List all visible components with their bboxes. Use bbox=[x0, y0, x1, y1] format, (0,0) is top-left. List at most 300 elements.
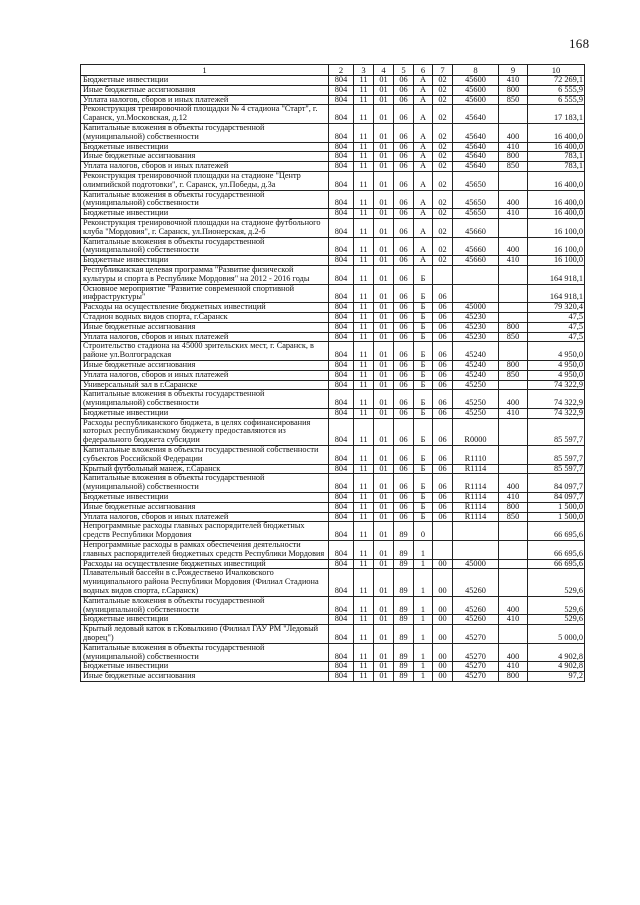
code-activity: 06 bbox=[433, 360, 453, 370]
code-subsection: 01 bbox=[374, 418, 394, 445]
code-program: 89 bbox=[394, 559, 414, 569]
row-name: Реконструкция тренировочной площадки на стадионе "Центр олимпийской подготовки", г. Саранск, ул.Победы, д.3а bbox=[81, 171, 329, 190]
code-expense-type: 410 bbox=[499, 209, 528, 219]
code-subprogram: Б bbox=[414, 418, 433, 445]
code-department: 804 bbox=[329, 446, 354, 465]
code-section: 11 bbox=[354, 76, 374, 86]
code-section: 11 bbox=[354, 569, 374, 596]
code-activity: 06 bbox=[433, 332, 453, 342]
row-amount: 1 500,0 bbox=[528, 512, 585, 522]
code-program: 06 bbox=[394, 284, 414, 303]
row-name: Непрограммные расходы главных распорядителей бюджетных средств Республики Мордовия bbox=[81, 522, 329, 541]
code-section: 11 bbox=[354, 446, 374, 465]
column-header: 5 bbox=[394, 65, 414, 76]
row-name: Непрограммные расходы в рамках обеспечения деятельности главных распорядителей бюджетных средств Республики Мордовия bbox=[81, 541, 329, 560]
code-activity: 00 bbox=[433, 596, 453, 615]
code-subsection: 01 bbox=[374, 105, 394, 124]
row-name: Расходы на осуществление бюджетных инвестиций bbox=[81, 559, 329, 569]
code-activity: 02 bbox=[433, 171, 453, 190]
code-subsection: 01 bbox=[374, 408, 394, 418]
table-row bbox=[81, 85, 585, 95]
code-subsection: 01 bbox=[374, 209, 394, 219]
table-row bbox=[81, 209, 585, 219]
code-activity: 00 bbox=[433, 559, 453, 569]
row-name: Расходы на осуществление бюджетных инвестиций bbox=[81, 303, 329, 313]
code-direction: 45650 bbox=[453, 171, 499, 190]
row-name: Уплата налогов, сборов и иных платежей bbox=[81, 95, 329, 105]
code-subprogram: 1 bbox=[414, 672, 433, 682]
code-subsection: 01 bbox=[374, 237, 394, 256]
code-expense-type bbox=[499, 342, 528, 361]
table-row bbox=[81, 390, 585, 409]
code-activity: 02 bbox=[433, 237, 453, 256]
code-direction: 45600 bbox=[453, 76, 499, 86]
table-row bbox=[81, 541, 585, 560]
code-department: 804 bbox=[329, 162, 354, 172]
code-subsection: 01 bbox=[374, 643, 394, 662]
code-subsection: 01 bbox=[374, 493, 394, 503]
code-expense-type: 400 bbox=[499, 474, 528, 493]
code-activity: 02 bbox=[433, 142, 453, 152]
code-expense-type: 800 bbox=[499, 85, 528, 95]
code-expense-type: 850 bbox=[499, 162, 528, 172]
code-program: 06 bbox=[394, 76, 414, 86]
code-activity: 00 bbox=[433, 662, 453, 672]
code-activity: 02 bbox=[433, 162, 453, 172]
code-department: 804 bbox=[329, 464, 354, 474]
code-direction: 45250 bbox=[453, 390, 499, 409]
row-name: Бюджетные инвестиции bbox=[81, 493, 329, 503]
row-name: Бюджетные инвестиции bbox=[81, 662, 329, 672]
table-row bbox=[81, 284, 585, 303]
code-program: 06 bbox=[394, 303, 414, 313]
row-amount: 4 950,0 bbox=[528, 360, 585, 370]
row-amount: 5 000,0 bbox=[528, 625, 585, 644]
code-subprogram: 1 bbox=[414, 559, 433, 569]
table-row bbox=[81, 370, 585, 380]
column-header: 8 bbox=[453, 65, 499, 76]
row-amount: 97,2 bbox=[528, 672, 585, 682]
code-section: 11 bbox=[354, 643, 374, 662]
code-expense-type: 850 bbox=[499, 95, 528, 105]
column-header: 6 bbox=[414, 65, 433, 76]
row-name: Капитальные вложения в объекты государственной (муниципальной) собственности bbox=[81, 123, 329, 142]
code-subprogram: 1 bbox=[414, 643, 433, 662]
code-activity bbox=[433, 541, 453, 560]
code-subprogram: 1 bbox=[414, 569, 433, 596]
row-name: Бюджетные инвестиции bbox=[81, 408, 329, 418]
code-expense-type: 410 bbox=[499, 408, 528, 418]
code-section: 11 bbox=[354, 596, 374, 615]
code-department: 804 bbox=[329, 123, 354, 142]
table-row bbox=[81, 162, 585, 172]
code-subprogram: Б bbox=[414, 390, 433, 409]
row-amount: 16 100,0 bbox=[528, 256, 585, 266]
row-amount: 66 695,6 bbox=[528, 541, 585, 560]
code-subprogram: Б bbox=[414, 502, 433, 512]
table-row bbox=[81, 625, 585, 644]
code-activity: 06 bbox=[433, 493, 453, 503]
code-subsection: 01 bbox=[374, 615, 394, 625]
row-name: Бюджетные инвестиции bbox=[81, 209, 329, 219]
table-row bbox=[81, 569, 585, 596]
code-activity: 02 bbox=[433, 152, 453, 162]
row-amount: 66 695,6 bbox=[528, 559, 585, 569]
code-subsection: 01 bbox=[374, 76, 394, 86]
code-expense-type: 800 bbox=[499, 322, 528, 332]
row-amount: 529,6 bbox=[528, 569, 585, 596]
code-expense-type bbox=[499, 569, 528, 596]
table-row bbox=[81, 105, 585, 124]
code-activity: 00 bbox=[433, 569, 453, 596]
code-program: 06 bbox=[394, 512, 414, 522]
code-program: 06 bbox=[394, 408, 414, 418]
row-name: Уплата налогов, сборов и иных платежей bbox=[81, 370, 329, 380]
code-section: 11 bbox=[354, 284, 374, 303]
code-expense-type bbox=[499, 418, 528, 445]
code-subprogram: А bbox=[414, 85, 433, 95]
code-direction: 45000 bbox=[453, 559, 499, 569]
code-subsection: 01 bbox=[374, 541, 394, 560]
code-subprogram: 1 bbox=[414, 662, 433, 672]
code-expense-type: 400 bbox=[499, 643, 528, 662]
code-program: 06 bbox=[394, 85, 414, 95]
code-expense-type: 850 bbox=[499, 332, 528, 342]
code-department: 804 bbox=[329, 643, 354, 662]
row-amount: 17 183,1 bbox=[528, 105, 585, 124]
code-expense-type bbox=[499, 541, 528, 560]
code-activity bbox=[433, 522, 453, 541]
code-section: 11 bbox=[354, 464, 374, 474]
row-name: Крытый ледовый каток в г.Ковылкино (Филиал ГАУ РМ "Ледовый дворец") bbox=[81, 625, 329, 644]
table-row bbox=[81, 474, 585, 493]
code-subprogram: А bbox=[414, 162, 433, 172]
code-section: 11 bbox=[354, 408, 374, 418]
code-direction: 45600 bbox=[453, 95, 499, 105]
code-expense-type bbox=[499, 625, 528, 644]
code-program: 06 bbox=[394, 237, 414, 256]
code-department: 804 bbox=[329, 408, 354, 418]
row-amount: 85 597,7 bbox=[528, 446, 585, 465]
code-subprogram: А bbox=[414, 123, 433, 142]
code-activity: 02 bbox=[433, 95, 453, 105]
code-section: 11 bbox=[354, 209, 374, 219]
code-activity: 00 bbox=[433, 672, 453, 682]
code-department: 804 bbox=[329, 76, 354, 86]
code-expense-type: 800 bbox=[499, 502, 528, 512]
code-section: 11 bbox=[354, 342, 374, 361]
row-amount: 4 950,0 bbox=[528, 342, 585, 361]
row-amount: 529,6 bbox=[528, 596, 585, 615]
table-row bbox=[81, 76, 585, 86]
code-direction: 45660 bbox=[453, 218, 499, 237]
row-amount: 85 597,7 bbox=[528, 418, 585, 445]
code-direction bbox=[453, 265, 499, 284]
code-direction: 45640 bbox=[453, 142, 499, 152]
code-department: 804 bbox=[329, 512, 354, 522]
row-name: Капитальные вложения в объекты государственной (муниципальной) собственности bbox=[81, 643, 329, 662]
code-program: 06 bbox=[394, 502, 414, 512]
code-section: 11 bbox=[354, 522, 374, 541]
column-header: 2 bbox=[329, 65, 354, 76]
table-row bbox=[81, 360, 585, 370]
row-amount: 6 555,9 bbox=[528, 85, 585, 95]
code-expense-type: 400 bbox=[499, 596, 528, 615]
code-activity: 06 bbox=[433, 322, 453, 332]
code-subsection: 01 bbox=[374, 332, 394, 342]
header-row bbox=[81, 65, 585, 76]
row-amount: 74 322,9 bbox=[528, 380, 585, 390]
code-section: 11 bbox=[354, 142, 374, 152]
code-department: 804 bbox=[329, 615, 354, 625]
code-subsection: 01 bbox=[374, 380, 394, 390]
row-name: Иные бюджетные ассигнования bbox=[81, 502, 329, 512]
code-direction: 45230 bbox=[453, 322, 499, 332]
code-activity: 00 bbox=[433, 643, 453, 662]
code-department: 804 bbox=[329, 303, 354, 313]
code-subsection: 01 bbox=[374, 123, 394, 142]
code-department: 804 bbox=[329, 171, 354, 190]
code-direction: 45650 bbox=[453, 190, 499, 209]
code-expense-type: 800 bbox=[499, 360, 528, 370]
code-department: 804 bbox=[329, 370, 354, 380]
code-expense-type: 400 bbox=[499, 123, 528, 142]
code-expense-type bbox=[499, 105, 528, 124]
code-program: 06 bbox=[394, 123, 414, 142]
row-amount: 79 320,4 bbox=[528, 303, 585, 313]
code-program: 06 bbox=[394, 464, 414, 474]
code-expense-type bbox=[499, 312, 528, 322]
code-program: 06 bbox=[394, 171, 414, 190]
code-expense-type bbox=[499, 559, 528, 569]
code-department: 804 bbox=[329, 322, 354, 332]
code-expense-type: 410 bbox=[499, 142, 528, 152]
code-department: 804 bbox=[329, 312, 354, 322]
code-direction bbox=[453, 541, 499, 560]
code-subsection: 01 bbox=[374, 190, 394, 209]
page-number: 168 bbox=[569, 36, 590, 51]
code-expense-type bbox=[499, 303, 528, 313]
row-amount: 164 918,1 bbox=[528, 265, 585, 284]
row-name: Бюджетные инвестиции bbox=[81, 256, 329, 266]
table-row bbox=[81, 190, 585, 209]
column-header: 10 bbox=[528, 65, 585, 76]
row-amount: 16 400,0 bbox=[528, 123, 585, 142]
code-expense-type bbox=[499, 218, 528, 237]
row-amount: 16 400,0 bbox=[528, 190, 585, 209]
code-subprogram: 1 bbox=[414, 615, 433, 625]
code-direction: 45270 bbox=[453, 662, 499, 672]
code-subprogram: Б bbox=[414, 284, 433, 303]
code-direction: 45660 bbox=[453, 237, 499, 256]
row-amount: 74 322,9 bbox=[528, 408, 585, 418]
table-row bbox=[81, 171, 585, 190]
table-row bbox=[81, 303, 585, 313]
code-subprogram: А bbox=[414, 209, 433, 219]
code-department: 804 bbox=[329, 522, 354, 541]
code-expense-type bbox=[499, 464, 528, 474]
code-program: 06 bbox=[394, 190, 414, 209]
code-expense-type: 850 bbox=[499, 512, 528, 522]
code-expense-type: 850 bbox=[499, 370, 528, 380]
table-row bbox=[81, 95, 585, 105]
table-row bbox=[81, 218, 585, 237]
code-direction: 45240 bbox=[453, 360, 499, 370]
row-amount: 16 400,0 bbox=[528, 209, 585, 219]
column-header: 7 bbox=[433, 65, 453, 76]
code-program: 89 bbox=[394, 643, 414, 662]
code-section: 11 bbox=[354, 85, 374, 95]
row-amount: 16 100,0 bbox=[528, 237, 585, 256]
code-expense-type: 400 bbox=[499, 237, 528, 256]
code-subprogram: А bbox=[414, 171, 433, 190]
code-subprogram: Б bbox=[414, 464, 433, 474]
row-amount: 4 950,0 bbox=[528, 370, 585, 380]
code-subsection: 01 bbox=[374, 512, 394, 522]
code-expense-type bbox=[499, 171, 528, 190]
code-section: 11 bbox=[354, 265, 374, 284]
row-amount: 164 918,1 bbox=[528, 284, 585, 303]
code-section: 11 bbox=[354, 615, 374, 625]
code-section: 11 bbox=[354, 541, 374, 560]
code-activity: 06 bbox=[433, 408, 453, 418]
code-subsection: 01 bbox=[374, 672, 394, 682]
table-row bbox=[81, 446, 585, 465]
table-row bbox=[81, 672, 585, 682]
code-subsection: 01 bbox=[374, 312, 394, 322]
code-department: 804 bbox=[329, 596, 354, 615]
code-subsection: 01 bbox=[374, 95, 394, 105]
table-row bbox=[81, 332, 585, 342]
code-section: 11 bbox=[354, 190, 374, 209]
code-activity: 02 bbox=[433, 256, 453, 266]
code-subsection: 01 bbox=[374, 342, 394, 361]
code-department: 804 bbox=[329, 105, 354, 124]
code-section: 11 bbox=[354, 322, 374, 332]
row-amount: 783,1 bbox=[528, 152, 585, 162]
code-direction: R1114 bbox=[453, 512, 499, 522]
code-program: 89 bbox=[394, 596, 414, 615]
table-row bbox=[81, 142, 585, 152]
code-department: 804 bbox=[329, 85, 354, 95]
code-section: 11 bbox=[354, 218, 374, 237]
row-name: Республиканская целевая программа "Развитие физической культуры и спорта в Республике Мордовия" на 2012 - 2016 годы bbox=[81, 265, 329, 284]
code-activity: 00 bbox=[433, 625, 453, 644]
code-subprogram: Б bbox=[414, 512, 433, 522]
code-subprogram: А bbox=[414, 142, 433, 152]
table-row bbox=[81, 493, 585, 503]
code-subsection: 01 bbox=[374, 142, 394, 152]
code-section: 11 bbox=[354, 332, 374, 342]
code-direction: 45260 bbox=[453, 596, 499, 615]
code-department: 804 bbox=[329, 390, 354, 409]
row-name: Основное мероприятие "Развитие современной спортивной инфраструктуры" bbox=[81, 284, 329, 303]
code-subsection: 01 bbox=[374, 662, 394, 672]
code-subsection: 01 bbox=[374, 522, 394, 541]
row-name: Уплата налогов, сборов и иных платежей bbox=[81, 162, 329, 172]
code-section: 11 bbox=[354, 662, 374, 672]
code-subprogram: Б bbox=[414, 342, 433, 361]
code-program: 89 bbox=[394, 625, 414, 644]
code-subprogram: Б bbox=[414, 474, 433, 493]
table-row bbox=[81, 596, 585, 615]
code-department: 804 bbox=[329, 142, 354, 152]
code-department: 804 bbox=[329, 625, 354, 644]
row-amount: 16 100,0 bbox=[528, 218, 585, 237]
table-row bbox=[81, 237, 585, 256]
code-subprogram: Б bbox=[414, 265, 433, 284]
row-amount: 72 269,1 bbox=[528, 76, 585, 86]
code-section: 11 bbox=[354, 105, 374, 124]
code-direction: R1114 bbox=[453, 493, 499, 503]
code-direction: 45270 bbox=[453, 625, 499, 644]
code-program: 89 bbox=[394, 615, 414, 625]
code-subprogram: 1 bbox=[414, 625, 433, 644]
code-activity: 06 bbox=[433, 342, 453, 361]
code-subsection: 01 bbox=[374, 464, 394, 474]
row-name: Бюджетные инвестиции bbox=[81, 76, 329, 86]
code-direction bbox=[453, 284, 499, 303]
table-row bbox=[81, 615, 585, 625]
code-direction: 45230 bbox=[453, 332, 499, 342]
code-program: 06 bbox=[394, 209, 414, 219]
code-department: 804 bbox=[329, 569, 354, 596]
code-department: 804 bbox=[329, 360, 354, 370]
row-amount: 529,6 bbox=[528, 615, 585, 625]
row-amount: 783,1 bbox=[528, 162, 585, 172]
code-activity: 02 bbox=[433, 218, 453, 237]
code-expense-type: 800 bbox=[499, 152, 528, 162]
row-name: Стадион водных видов спорта, г.Саранск bbox=[81, 312, 329, 322]
code-department: 804 bbox=[329, 502, 354, 512]
code-subprogram: Б bbox=[414, 370, 433, 380]
code-expense-type bbox=[499, 446, 528, 465]
code-direction: 45270 bbox=[453, 643, 499, 662]
code-activity: 06 bbox=[433, 312, 453, 322]
column-header: 9 bbox=[499, 65, 528, 76]
table-row bbox=[81, 522, 585, 541]
code-direction: 45250 bbox=[453, 408, 499, 418]
table-row bbox=[81, 418, 585, 445]
code-subsection: 01 bbox=[374, 85, 394, 95]
code-subprogram: Б bbox=[414, 332, 433, 342]
table-row bbox=[81, 502, 585, 512]
code-direction: 45640 bbox=[453, 152, 499, 162]
code-activity: 02 bbox=[433, 105, 453, 124]
code-activity: 06 bbox=[433, 512, 453, 522]
row-amount: 4 902,8 bbox=[528, 662, 585, 672]
code-program: 06 bbox=[394, 256, 414, 266]
code-subsection: 01 bbox=[374, 360, 394, 370]
code-direction: 45640 bbox=[453, 105, 499, 124]
code-expense-type bbox=[499, 265, 528, 284]
code-department: 804 bbox=[329, 95, 354, 105]
row-amount: 4 902,8 bbox=[528, 643, 585, 662]
row-name: Реконструкция тренировочной площадки № 4 стадиона "Старт", г. Саранск, ул.Московская, д.12 bbox=[81, 105, 329, 124]
budget-table bbox=[80, 64, 585, 682]
row-amount: 1 500,0 bbox=[528, 502, 585, 512]
code-subprogram: Б bbox=[414, 380, 433, 390]
code-activity: 06 bbox=[433, 303, 453, 313]
code-activity: 06 bbox=[433, 284, 453, 303]
code-program: 06 bbox=[394, 390, 414, 409]
row-amount: 74 322,9 bbox=[528, 390, 585, 409]
code-section: 11 bbox=[354, 303, 374, 313]
code-expense-type bbox=[499, 284, 528, 303]
code-expense-type: 410 bbox=[499, 662, 528, 672]
column-header: 1 bbox=[81, 65, 329, 76]
row-amount: 16 400,0 bbox=[528, 171, 585, 190]
